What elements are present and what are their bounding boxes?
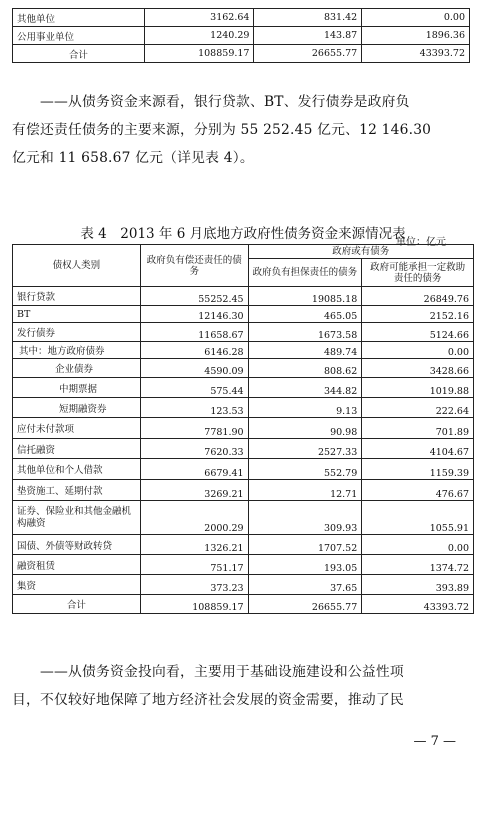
header-guarantee: 政府负有担保责任的债务: [248, 259, 362, 287]
header-creditor: 债权人类别: [13, 245, 141, 287]
cell-value: 1707.52: [248, 535, 362, 555]
cell-value: 12146.30: [140, 306, 248, 323]
table-row: [13, 535, 474, 555]
row-label: 其中：地方政府债券: [13, 342, 141, 359]
cell-value: 26655.77: [248, 595, 362, 614]
cell-value: 19085.18: [248, 287, 362, 306]
cell-value: 123.53: [140, 398, 248, 418]
cell-value: 55252.45: [140, 287, 248, 306]
table-row: [13, 342, 474, 359]
table-row: [13, 398, 474, 418]
cell-value: 143.87: [254, 27, 362, 45]
cell-value: 489.74: [248, 342, 362, 359]
cell-value: 37.65: [248, 575, 362, 595]
cell-value: 808.62: [248, 359, 362, 378]
paragraph-funding-use: [12, 658, 474, 714]
cell-value: 6146.28: [140, 342, 248, 359]
table-row: [13, 555, 474, 575]
table-row: [13, 287, 474, 306]
cell-value: 309.93: [248, 501, 362, 535]
cell-value: 9.13: [248, 398, 362, 418]
cell-value: 4590.09: [140, 359, 248, 378]
paragraph-line: 亿元和 11 658.67 亿元（详见表 4）。: [12, 150, 254, 166]
paragraph-line: ——从债务资金投向看，主要用于基础设施建设和公益性项: [40, 664, 404, 680]
cell-value: 0.00: [362, 535, 474, 555]
table-row: [13, 575, 474, 595]
cell-value: 7620.33: [140, 439, 248, 459]
cell-value: 3269.21: [140, 480, 248, 501]
header-rescue: 政府可能承担一定救助责任的债务: [362, 259, 474, 287]
cell-value: 1019.88: [362, 378, 474, 398]
cell-value: 7781.90: [140, 418, 248, 439]
cell-value: 3428.66: [362, 359, 474, 378]
paragraph-funding-source: [12, 88, 474, 172]
table-row: [13, 359, 474, 378]
page-number: — 7 —: [413, 734, 456, 749]
table-row: [13, 418, 474, 439]
cell-value: 26655.77: [254, 45, 362, 63]
cell-value: 108859.17: [140, 595, 248, 614]
cell-value: 2152.16: [362, 306, 474, 323]
row-label: 集资: [13, 575, 141, 595]
cell-value: 193.05: [248, 555, 362, 575]
table-row-total: [13, 595, 474, 614]
cell-value: 393.89: [362, 575, 474, 595]
table-row-total: [13, 45, 470, 63]
unit-label: 单位：亿元: [396, 237, 446, 248]
table-row: [13, 378, 474, 398]
cell-value: 11658.67: [140, 323, 248, 342]
paragraph-line: 有偿还责任债务的主要来源，分别为 55 252.45 亿元、12 146.30: [12, 122, 432, 138]
cell-value: 1896.36: [362, 27, 470, 45]
cell-value: 43393.72: [362, 45, 470, 63]
cell-value: 3162.64: [144, 9, 254, 27]
cell-value: 222.64: [362, 398, 474, 418]
table-row: [13, 306, 474, 323]
paragraph-line: 目，不仅较好地保障了地方经济社会发展的资金需要，推动了民: [12, 692, 404, 708]
cell-value: 1326.21: [140, 535, 248, 555]
table-row: [13, 480, 474, 501]
cell-value: 5124.66: [362, 323, 474, 342]
row-label: 银行贷款: [13, 287, 141, 306]
cell-value: 43393.72: [362, 595, 474, 614]
row-label: 企业债券: [13, 359, 141, 378]
row-label: 信托融资: [13, 439, 141, 459]
cell-value: 2527.33: [248, 439, 362, 459]
cell-value: 465.05: [248, 306, 362, 323]
row-label: 垫资施工、延期付款: [13, 480, 141, 501]
cell-value: 26849.76: [362, 287, 474, 306]
cell-value: 1673.58: [248, 323, 362, 342]
cell-value: 108859.17: [144, 45, 254, 63]
table-4: [12, 244, 474, 614]
cell-value: 12.71: [248, 480, 362, 501]
row-label: 应付未付款项: [13, 418, 141, 439]
row-label: 其他单位和个人借款: [13, 459, 141, 480]
row-label: 公用事业单位: [13, 27, 145, 45]
cell-value: 1240.29: [144, 27, 254, 45]
row-label: BT: [13, 306, 141, 323]
row-label: 国债、外债等财政转贷: [13, 535, 141, 555]
cell-value: 751.17: [140, 555, 248, 575]
cell-value: 575.44: [140, 378, 248, 398]
header-contingent: 政府或有债务: [248, 245, 473, 259]
cell-value: 6679.41: [140, 459, 248, 480]
cell-value: 373.23: [140, 575, 248, 595]
cell-value: 552.79: [248, 459, 362, 480]
row-label: 中期票据: [13, 378, 141, 398]
cell-value: 90.98: [248, 418, 362, 439]
cell-value: 4104.67: [362, 439, 474, 459]
table-row: [13, 323, 474, 342]
header-repay: 政府负有偿还责任的债务: [140, 245, 248, 287]
continued-table: [12, 8, 470, 63]
cell-value: 701.89: [362, 418, 474, 439]
cell-value: 2000.29: [140, 501, 248, 535]
paragraph-line: ——从债务资金来源看，银行贷款、BT、发行债券是政府负: [40, 94, 410, 110]
cell-value: 0.00: [362, 9, 470, 27]
table-row: [13, 501, 474, 535]
row-label: 证券、保险业和其他金融机构融资: [13, 501, 141, 535]
cell-value: 0.00: [362, 342, 474, 359]
table-row: [13, 439, 474, 459]
cell-value: 831.42: [254, 9, 362, 27]
table-header-row: [13, 245, 474, 259]
table-body: [13, 287, 474, 614]
cell-value: 476.67: [362, 480, 474, 501]
table-row: [13, 459, 474, 480]
row-label: 合计: [13, 595, 141, 614]
table-row: [13, 9, 470, 27]
cell-value: 344.82: [248, 378, 362, 398]
row-label: 合计: [13, 45, 145, 63]
row-label: 其他单位: [13, 9, 145, 27]
table-row: [13, 27, 470, 45]
cell-value: 1159.39: [362, 459, 474, 480]
row-label: 短期融资券: [13, 398, 141, 418]
cell-value: 1374.72: [362, 555, 474, 575]
row-label: 发行债券: [13, 323, 141, 342]
row-label: 融资租赁: [13, 555, 141, 575]
cell-value: 1055.91: [362, 501, 474, 535]
table-caption: 表 4 2013 年 6 月底地方政府性债务资金来源情况表: [80, 226, 406, 242]
